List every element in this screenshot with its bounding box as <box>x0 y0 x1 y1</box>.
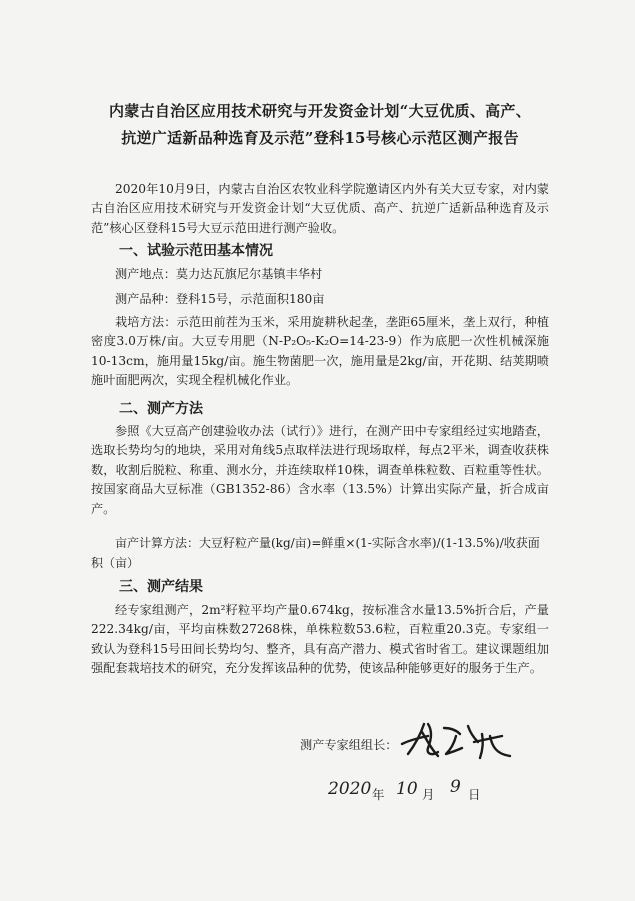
date-year-handwritten: 2020 <box>328 779 372 799</box>
section2-heading: 二、测产方法 <box>119 401 203 417</box>
section1-heading: 一、试验示范田基本情况 <box>119 243 273 259</box>
signature-date <box>328 779 528 809</box>
handwritten-signature <box>398 718 516 764</box>
date-month-label: 月 <box>422 787 435 802</box>
date-day-handwritten: 9 <box>450 777 461 797</box>
yield-formula: 亩产计算方法：大豆籽粒产量(kg/亩)=鲜重×(1-实际含水率)/(1-13.5%)/收获面积（亩） <box>91 536 540 570</box>
document-title-line1: 内蒙古自治区应用技术研究与开发资金计划“大豆优质、高产、 <box>108 102 532 120</box>
date-month-handwritten: 10 <box>396 779 418 799</box>
test-variety: 测产品种：登科15号，示范面积180亩 <box>115 292 325 306</box>
cultivation-method: 栽培方法：示范田前茬为玉米，采用旋耕秋起垄，垄距65厘米，垄上双行，种植密度3.0万株/亩。大豆专用肥（N-P₂O₅-K₂O=14-23-9）作为底肥一次性机械深施10-13cm，施用量15kg/亩。施生物菌肥一次，施用量是2kg/亩，开花期、结荚期喷施叶面肥两次，实现全程机械化作业。 <box>91 315 549 388</box>
signature-label: 测产专家组组长： <box>300 738 398 752</box>
section3-heading: 三、测产结果 <box>119 579 203 595</box>
test-location: 测产地点：莫力达瓦旗尼尔基镇丰华村 <box>115 267 323 281</box>
document-title-line2: 抗逆广适新品种选育及示范”登科15号核心示范区测产报告 <box>121 129 519 147</box>
results-paragraph: 经专家组测产，2m²籽粒平均产量0.674kg，按标准含水量13.5%折合后，产量222.34kg/亩，平均亩株数27268株，单株粒数53.6粒，百粒重20.3克。专家组一致认为登科15号田间长势均匀、整齐，具有高产潜力、模式省时省工。建议课题组加强配套栽培技术的研究，充分发挥该品种的优势，使该品种能够更好的服务于生产。 <box>91 603 549 676</box>
date-year-label: 年 <box>372 787 385 802</box>
date-day-label: 日 <box>468 787 481 802</box>
measurement-method: 参照《大豆高产创建验收办法（试行）》进行，在测产田中专家组经过实地踏查，选取长势均匀的地块，采用对角线5点取样法进行现场取样，每点2平米，调查收获株数，收割后脱粒、称重、测水分，并连续取样10株，调查单株粒数、百粒重等性状。按国家商品大豆标准（GB1352-86）含水率（13.5%）计算出实际产量，折合成亩产。 <box>91 424 549 516</box>
intro-paragraph: 2020年10月9日，内蒙古自治区农牧业科学院邀请区内外有关大豆专家，对内蒙古自治区应用技术研究与开发资金计划“大豆优质、高产、抗逆广适新品种选育及示范”核心区登科15号大豆示范田进行测产验收。 <box>91 182 549 235</box>
